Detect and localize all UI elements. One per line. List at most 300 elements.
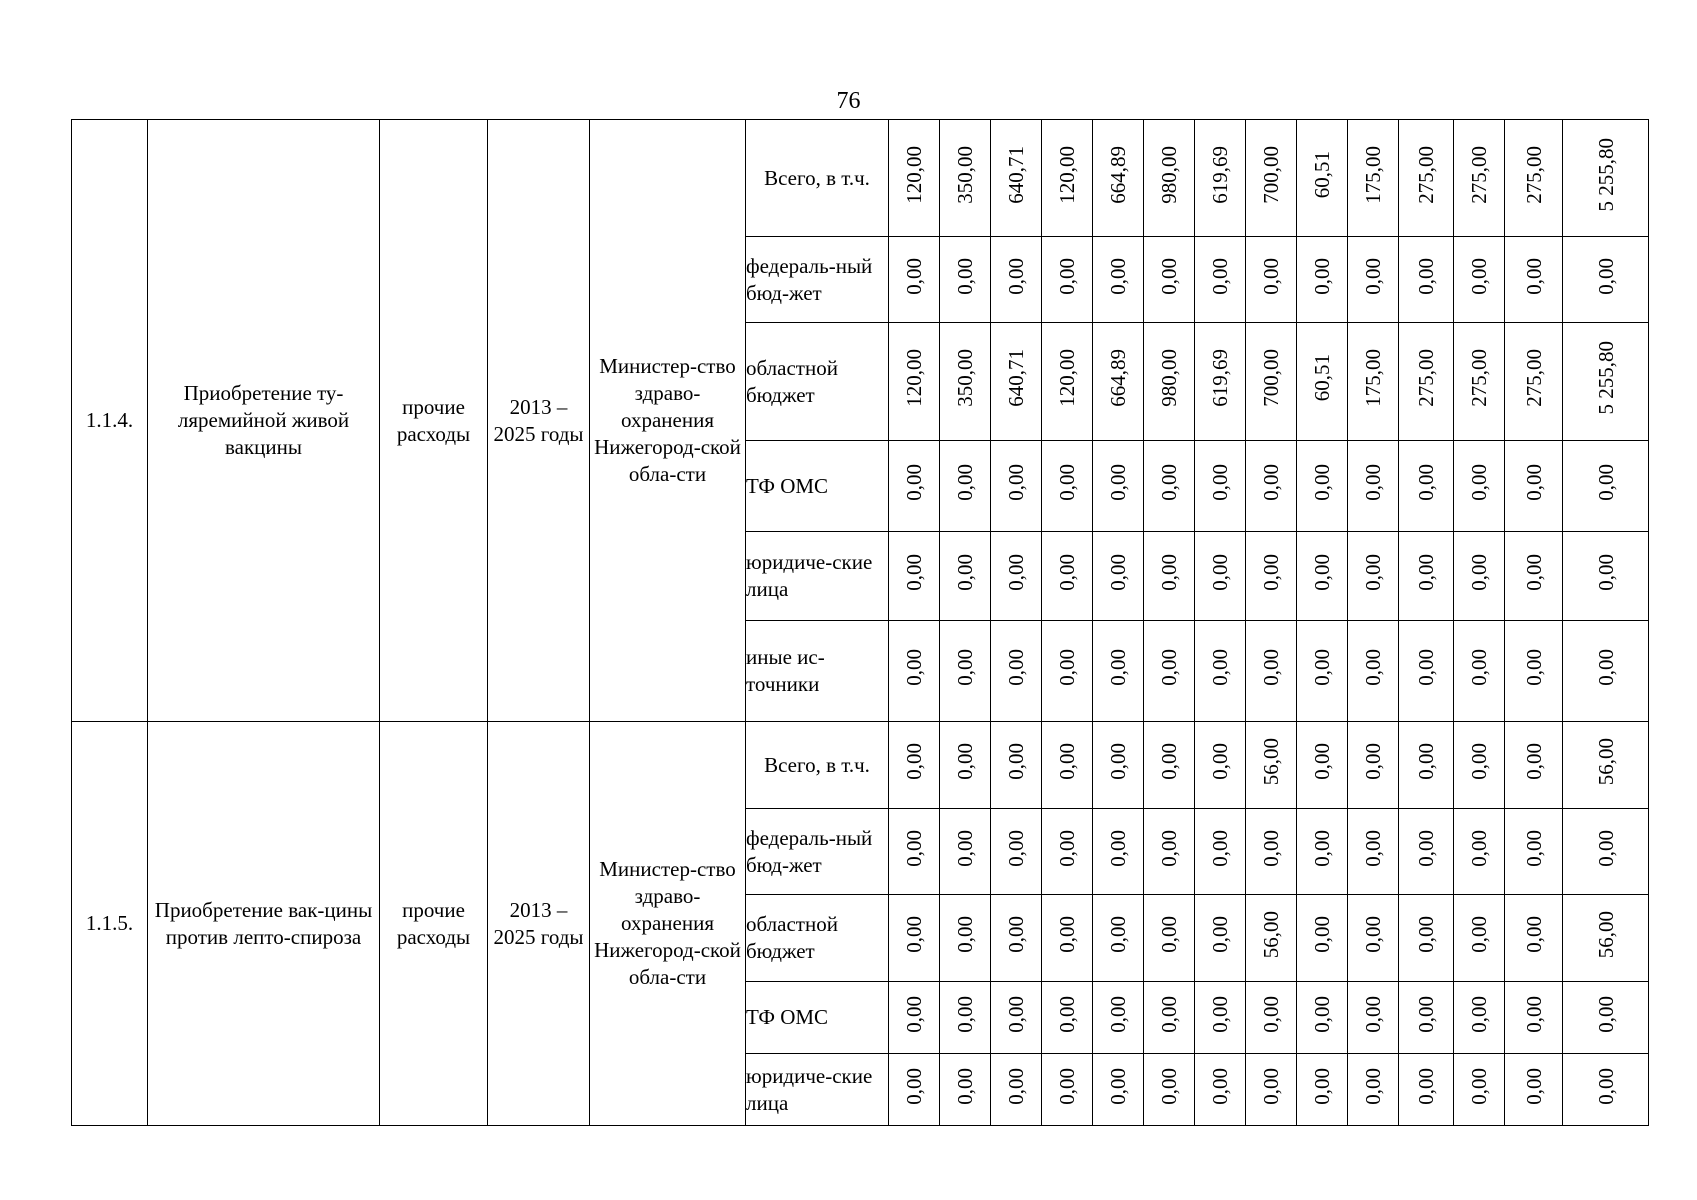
year-value: 0,00 xyxy=(1055,554,1079,591)
year-value: 0,00 xyxy=(1521,464,1546,501)
year-value: 0,00 xyxy=(1157,829,1181,867)
year-value: 0,00 xyxy=(1157,743,1181,780)
year-value: 56,00 xyxy=(1259,737,1283,786)
year-value-cell xyxy=(1454,621,1505,722)
total-value: 0,00 xyxy=(1593,554,1618,591)
year-value: 640,71 xyxy=(1004,145,1028,204)
year-value: 0,00 xyxy=(953,1067,977,1105)
year-value: 0,00 xyxy=(1414,257,1438,295)
total-value: 0,00 xyxy=(1593,649,1618,686)
year-value-cell xyxy=(940,441,991,532)
year-value: 0,00 xyxy=(1361,829,1385,867)
year-value-cell xyxy=(1195,895,1246,982)
year-value-cell xyxy=(1505,441,1563,532)
total-value-cell xyxy=(1563,982,1649,1054)
year-value: 0,00 xyxy=(1208,554,1232,591)
year-value-cell xyxy=(1246,1054,1297,1126)
year-value: 700,00 xyxy=(1259,349,1283,407)
year-value: 0,00 xyxy=(1414,649,1438,686)
year-value: 619,69 xyxy=(1208,145,1232,204)
year-value: 275,00 xyxy=(1521,145,1546,204)
year-value-cell xyxy=(1246,895,1297,982)
year-value: 0,00 xyxy=(1055,257,1079,295)
year-value: 640,71 xyxy=(1004,349,1028,407)
year-value-cell xyxy=(1297,722,1348,809)
year-value-cell xyxy=(1399,237,1454,323)
year-value: 56,00 xyxy=(1259,910,1283,959)
year-value: 0,00 xyxy=(1361,1067,1385,1105)
year-value-cell xyxy=(1399,982,1454,1054)
year-value: 0,00 xyxy=(902,743,926,780)
year-value-cell xyxy=(1454,809,1505,895)
year-value-cell xyxy=(1297,120,1348,237)
year-value: 0,00 xyxy=(1055,1067,1079,1105)
year-value: 0,00 xyxy=(1004,257,1028,295)
year-value: 0,00 xyxy=(1208,995,1232,1033)
year-value: 0,00 xyxy=(1106,995,1130,1033)
year-value-cell xyxy=(889,323,940,441)
funding-source-label: юридиче-ские лица xyxy=(746,1054,889,1126)
year-value-cell xyxy=(940,237,991,323)
year-value-cell xyxy=(1246,323,1297,441)
year-value: 0,00 xyxy=(1414,995,1438,1033)
year-value-cell xyxy=(1399,1054,1454,1126)
year-value-cell xyxy=(1505,722,1563,809)
funding-source-label: Всего, в т.ч. xyxy=(746,120,889,237)
year-value-cell xyxy=(1093,237,1144,323)
year-value-cell xyxy=(1042,895,1093,982)
year-value: 0,00 xyxy=(1004,1067,1028,1105)
year-value-cell xyxy=(1454,1054,1505,1126)
year-value: 0,00 xyxy=(1157,995,1181,1033)
total-value-cell xyxy=(1563,120,1649,237)
year-value: 275,00 xyxy=(1467,145,1491,204)
year-value: 120,00 xyxy=(902,145,926,204)
year-value: 0,00 xyxy=(1310,829,1334,867)
year-value-cell xyxy=(1399,120,1454,237)
year-value: 0,00 xyxy=(1361,916,1385,953)
item-number: 1.1.5. xyxy=(72,722,148,1126)
year-value-cell xyxy=(1042,722,1093,809)
year-value: 0,00 xyxy=(1157,916,1181,953)
year-value-cell xyxy=(940,982,991,1054)
total-value: 5 255,80 xyxy=(1593,341,1618,415)
year-value-cell xyxy=(1144,323,1195,441)
year-value: 0,00 xyxy=(1521,257,1546,295)
year-value-cell xyxy=(1297,1054,1348,1126)
year-value-cell xyxy=(1195,809,1246,895)
year-value: 275,00 xyxy=(1414,349,1438,407)
year-value-cell xyxy=(1454,120,1505,237)
year-value-cell xyxy=(1144,120,1195,237)
total-value-cell xyxy=(1563,323,1649,441)
year-value-cell xyxy=(1454,722,1505,809)
year-value: 0,00 xyxy=(1521,649,1546,686)
year-value-cell xyxy=(1042,621,1093,722)
year-value: 0,00 xyxy=(1157,257,1181,295)
year-value: 0,00 xyxy=(1106,554,1130,591)
year-value-cell xyxy=(1454,982,1505,1054)
year-value-cell xyxy=(1195,441,1246,532)
page-number: 76 xyxy=(836,88,861,114)
total-value: 56,00 xyxy=(1593,910,1618,959)
year-value-cell xyxy=(1454,895,1505,982)
table-row xyxy=(72,722,1649,809)
year-value: 0,00 xyxy=(1521,1067,1546,1105)
year-value: 0,00 xyxy=(1467,464,1491,501)
period: 2013 – 2025 годы xyxy=(488,120,590,722)
year-value: 0,00 xyxy=(1106,257,1130,295)
year-value-cell xyxy=(1093,722,1144,809)
year-value-cell xyxy=(1246,621,1297,722)
total-value: 5 255,80 xyxy=(1593,137,1618,212)
year-value-cell xyxy=(889,532,940,621)
year-value: 0,00 xyxy=(1414,554,1438,591)
year-value-cell xyxy=(889,621,940,722)
year-value-cell xyxy=(991,237,1042,323)
year-value: 664,89 xyxy=(1106,145,1130,204)
expense-type: прочие расходы xyxy=(380,120,488,722)
total-value-cell xyxy=(1563,809,1649,895)
year-value-cell xyxy=(1246,532,1297,621)
year-value-cell xyxy=(1297,323,1348,441)
year-value: 0,00 xyxy=(1361,995,1385,1033)
year-value-cell xyxy=(1246,441,1297,532)
year-value: 0,00 xyxy=(1004,916,1028,953)
budget-table xyxy=(71,119,1649,1126)
year-value: 60,51 xyxy=(1310,150,1334,199)
year-value-cell xyxy=(1348,1054,1399,1126)
year-value: 980,00 xyxy=(1157,145,1181,204)
year-value-cell xyxy=(1144,237,1195,323)
year-value-cell xyxy=(1348,895,1399,982)
year-value: 0,00 xyxy=(902,829,926,867)
year-value-cell xyxy=(1348,120,1399,237)
year-value-cell xyxy=(1348,722,1399,809)
year-value: 0,00 xyxy=(902,257,926,295)
total-value-cell xyxy=(1563,441,1649,532)
year-value: 0,00 xyxy=(1208,743,1232,780)
year-value: 0,00 xyxy=(1208,649,1232,686)
year-value-cell xyxy=(1505,323,1563,441)
year-value-cell xyxy=(1195,237,1246,323)
year-value: 0,00 xyxy=(1467,995,1491,1033)
year-value: 0,00 xyxy=(902,916,926,953)
year-value-cell xyxy=(1144,532,1195,621)
year-value-cell xyxy=(1454,532,1505,621)
year-value: 0,00 xyxy=(1259,257,1283,295)
year-value-cell xyxy=(1144,441,1195,532)
year-value: 0,00 xyxy=(1259,649,1283,686)
year-value: 0,00 xyxy=(902,649,926,686)
year-value-cell xyxy=(889,237,940,323)
year-value-cell xyxy=(1093,621,1144,722)
year-value: 0,00 xyxy=(1055,649,1079,686)
year-value: 0,00 xyxy=(1361,257,1385,295)
year-value-cell xyxy=(991,120,1042,237)
year-value: 980,00 xyxy=(1157,349,1181,407)
year-value-cell xyxy=(889,895,940,982)
year-value-cell xyxy=(1505,1054,1563,1126)
year-value-cell xyxy=(1505,809,1563,895)
year-value-cell xyxy=(1297,621,1348,722)
year-value: 0,00 xyxy=(953,829,977,867)
year-value: 0,00 xyxy=(953,257,977,295)
year-value: 0,00 xyxy=(1361,743,1385,780)
year-value: 0,00 xyxy=(1467,743,1491,780)
year-value-cell xyxy=(889,441,940,532)
year-value-cell xyxy=(1454,441,1505,532)
year-value: 175,00 xyxy=(1361,145,1385,204)
year-value: 700,00 xyxy=(1259,145,1283,204)
year-value: 0,00 xyxy=(1467,649,1491,686)
year-value: 0,00 xyxy=(1310,554,1334,591)
total-value: 56,00 xyxy=(1593,737,1618,786)
total-value-cell xyxy=(1563,722,1649,809)
year-value-cell xyxy=(1093,532,1144,621)
year-value: 0,00 xyxy=(1521,554,1546,591)
year-value-cell xyxy=(1399,895,1454,982)
year-value-cell xyxy=(991,1054,1042,1126)
year-value-cell xyxy=(1195,722,1246,809)
year-value: 0,00 xyxy=(1208,829,1232,867)
year-value: 0,00 xyxy=(1208,1067,1232,1105)
year-value-cell xyxy=(991,532,1042,621)
item-name: Приобретение ту-ляремийной живой вакцины xyxy=(148,120,380,722)
year-value: 0,00 xyxy=(902,995,926,1033)
executor: Министер-ство здраво-охранения Нижегород-ской обла-сти xyxy=(590,722,746,1126)
year-value: 0,00 xyxy=(1157,464,1181,501)
year-value: 0,00 xyxy=(1106,829,1130,867)
year-value: 0,00 xyxy=(1106,1067,1130,1105)
year-value-cell xyxy=(940,722,991,809)
year-value: 0,00 xyxy=(1004,464,1028,501)
total-value-cell xyxy=(1563,895,1649,982)
year-value-cell xyxy=(1093,809,1144,895)
year-value-cell xyxy=(991,621,1042,722)
year-value: 175,00 xyxy=(1361,349,1385,407)
year-value-cell xyxy=(1093,1054,1144,1126)
year-value-cell xyxy=(1093,895,1144,982)
year-value-cell xyxy=(1093,323,1144,441)
year-value-cell xyxy=(1348,809,1399,895)
year-value-cell xyxy=(1348,441,1399,532)
year-value-cell xyxy=(1399,722,1454,809)
year-value-cell xyxy=(1195,120,1246,237)
total-value-cell xyxy=(1563,1054,1649,1126)
year-value: 0,00 xyxy=(902,464,926,501)
year-value-cell xyxy=(1144,621,1195,722)
year-value-cell xyxy=(1246,722,1297,809)
year-value: 350,00 xyxy=(953,349,977,407)
year-value-cell xyxy=(1505,895,1563,982)
year-value: 0,00 xyxy=(1055,743,1079,780)
year-value: 0,00 xyxy=(1361,464,1385,501)
year-value-cell xyxy=(1144,895,1195,982)
year-value-cell xyxy=(889,982,940,1054)
year-value: 0,00 xyxy=(1361,649,1385,686)
year-value-cell xyxy=(1399,441,1454,532)
year-value: 0,00 xyxy=(1004,743,1028,780)
year-value: 0,00 xyxy=(1310,257,1334,295)
year-value: 0,00 xyxy=(1055,829,1079,867)
year-value: 0,00 xyxy=(902,1067,926,1105)
year-value: 0,00 xyxy=(1467,554,1491,591)
year-value: 0,00 xyxy=(1259,554,1283,591)
year-value-cell xyxy=(1093,982,1144,1054)
year-value-cell xyxy=(1348,621,1399,722)
year-value: 0,00 xyxy=(1004,649,1028,686)
year-value: 60,51 xyxy=(1310,354,1334,402)
year-value-cell xyxy=(1144,1054,1195,1126)
year-value-cell xyxy=(1297,237,1348,323)
year-value-cell xyxy=(1144,722,1195,809)
year-value-cell xyxy=(1348,982,1399,1054)
year-value: 0,00 xyxy=(953,743,977,780)
year-value-cell xyxy=(1195,532,1246,621)
year-value: 0,00 xyxy=(1467,829,1491,867)
year-value-cell xyxy=(889,809,940,895)
year-value: 0,00 xyxy=(1106,916,1130,953)
year-value: 0,00 xyxy=(1259,829,1283,867)
year-value: 0,00 xyxy=(1004,995,1028,1033)
period: 2013 – 2025 годы xyxy=(488,722,590,1126)
year-value-cell xyxy=(889,120,940,237)
year-value-cell xyxy=(1399,809,1454,895)
funding-source-label: областной бюджет xyxy=(746,323,889,441)
year-value: 275,00 xyxy=(1414,145,1438,204)
year-value-cell xyxy=(1399,532,1454,621)
year-value-cell xyxy=(1246,237,1297,323)
year-value: 0,00 xyxy=(1521,916,1546,953)
year-value-cell xyxy=(1195,1054,1246,1126)
year-value: 0,00 xyxy=(902,554,926,591)
year-value: 0,00 xyxy=(1310,649,1334,686)
year-value: 0,00 xyxy=(1106,464,1130,501)
total-value-cell xyxy=(1563,621,1649,722)
year-value: 0,00 xyxy=(953,464,977,501)
year-value-cell xyxy=(991,895,1042,982)
year-value-cell xyxy=(1246,120,1297,237)
year-value: 0,00 xyxy=(953,554,977,591)
year-value: 275,00 xyxy=(1521,349,1546,407)
year-value: 0,00 xyxy=(1361,554,1385,591)
year-value: 0,00 xyxy=(1157,554,1181,591)
year-value-cell xyxy=(1399,323,1454,441)
year-value-cell xyxy=(1297,532,1348,621)
funding-source-label: юридиче-ские лица xyxy=(746,532,889,621)
year-value-cell xyxy=(1246,809,1297,895)
year-value-cell xyxy=(1195,621,1246,722)
year-value-cell xyxy=(1505,120,1563,237)
year-value: 0,00 xyxy=(1467,257,1491,295)
year-value-cell xyxy=(940,621,991,722)
year-value: 0,00 xyxy=(1055,464,1079,501)
year-value-cell xyxy=(1297,441,1348,532)
year-value-cell xyxy=(940,323,991,441)
year-value: 0,00 xyxy=(1310,995,1334,1033)
total-value-cell xyxy=(1563,532,1649,621)
year-value: 0,00 xyxy=(1414,916,1438,953)
year-value-cell xyxy=(1144,809,1195,895)
year-value-cell xyxy=(991,323,1042,441)
year-value-cell xyxy=(1042,809,1093,895)
year-value-cell xyxy=(1195,982,1246,1054)
year-value: 0,00 xyxy=(953,649,977,686)
year-value: 0,00 xyxy=(1055,916,1079,953)
year-value: 0,00 xyxy=(1106,743,1130,780)
year-value: 0,00 xyxy=(1310,1067,1334,1105)
year-value: 0,00 xyxy=(1055,995,1079,1033)
year-value: 0,00 xyxy=(1208,257,1232,295)
year-value: 0,00 xyxy=(1414,743,1438,780)
funding-source-label: областной бюджет xyxy=(746,895,889,982)
year-value: 0,00 xyxy=(1208,464,1232,501)
year-value: 0,00 xyxy=(1310,916,1334,953)
year-value-cell xyxy=(1454,237,1505,323)
expense-type: прочие расходы xyxy=(380,722,488,1126)
year-value: 0,00 xyxy=(953,916,977,953)
year-value: 619,69 xyxy=(1208,349,1232,407)
year-value-cell xyxy=(1348,237,1399,323)
year-value-cell xyxy=(940,809,991,895)
year-value-cell xyxy=(991,722,1042,809)
total-value: 0,00 xyxy=(1593,995,1618,1033)
year-value-cell xyxy=(991,982,1042,1054)
year-value-cell xyxy=(889,1054,940,1126)
year-value-cell xyxy=(1348,323,1399,441)
funding-source-label: Всего, в т.ч. xyxy=(746,722,889,809)
year-value: 0,00 xyxy=(1208,916,1232,953)
year-value: 120,00 xyxy=(1055,145,1079,204)
year-value-cell xyxy=(1246,982,1297,1054)
year-value-cell xyxy=(1093,120,1144,237)
year-value-cell xyxy=(940,1054,991,1126)
year-value-cell xyxy=(940,532,991,621)
funding-source-label: ТФ ОМС xyxy=(746,441,889,532)
year-value-cell xyxy=(991,809,1042,895)
year-value: 120,00 xyxy=(1055,349,1079,407)
item-number: 1.1.4. xyxy=(72,120,148,722)
year-value-cell xyxy=(1042,323,1093,441)
year-value-cell xyxy=(1297,982,1348,1054)
year-value: 0,00 xyxy=(1157,649,1181,686)
year-value: 0,00 xyxy=(1004,554,1028,591)
item-name: Приобретение вак-цины против лепто-спироза xyxy=(148,722,380,1126)
year-value: 0,00 xyxy=(1310,743,1334,780)
year-value-cell xyxy=(1042,237,1093,323)
table-body xyxy=(72,120,1649,1126)
year-value: 0,00 xyxy=(1467,916,1491,953)
total-value: 0,00 xyxy=(1593,1067,1618,1105)
year-value: 0,00 xyxy=(1106,649,1130,686)
year-value-cell xyxy=(1042,982,1093,1054)
table-row xyxy=(72,120,1649,237)
year-value: 0,00 xyxy=(1521,743,1546,780)
year-value-cell xyxy=(1505,532,1563,621)
year-value-cell xyxy=(940,120,991,237)
year-value: 0,00 xyxy=(1157,1067,1181,1105)
year-value-cell xyxy=(1042,532,1093,621)
year-value: 0,00 xyxy=(1414,1067,1438,1105)
total-value: 0,00 xyxy=(1593,829,1618,867)
year-value-cell xyxy=(1348,532,1399,621)
year-value-cell xyxy=(889,722,940,809)
executor: Министер-ство здраво-охранения Нижегород-ской обла-сти xyxy=(590,120,746,722)
total-value: 0,00 xyxy=(1593,464,1618,501)
year-value-cell xyxy=(1297,809,1348,895)
year-value: 120,00 xyxy=(902,349,926,407)
